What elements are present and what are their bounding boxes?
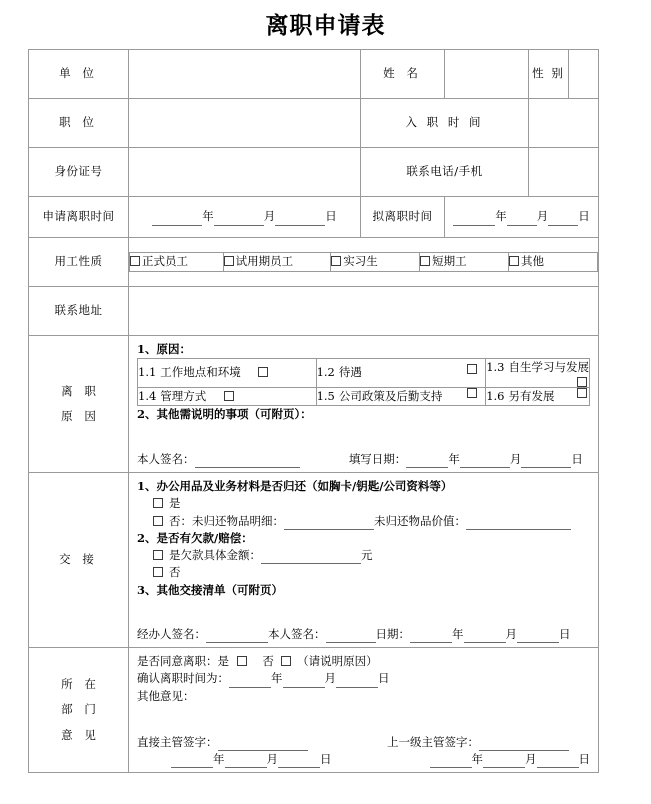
apply-month-blank[interactable] — [214, 213, 264, 226]
senior-year-blank[interactable] — [430, 755, 472, 768]
handover-debt-yes-label: 是欠款具体金额： — [169, 548, 261, 562]
reason-option-grid — [137, 358, 590, 406]
reason-item-5[interactable] — [486, 387, 590, 405]
department-senior-sign-blank[interactable] — [479, 738, 569, 751]
label-company: 单 位 — [29, 50, 129, 99]
reason-item-3[interactable] — [138, 387, 317, 405]
apply-year-blank[interactable] — [152, 213, 202, 226]
reason-heading-1: 1、原因： — [137, 342, 192, 356]
department-direct-sign — [137, 734, 387, 751]
label-planned-date: 拟离职时间 — [361, 197, 445, 238]
handover-unreturned-value-label: 未归还物品价值： — [374, 513, 466, 528]
reason-item-num: 1.2 — [316, 365, 335, 380]
handover-debt-yes[interactable] — [137, 547, 590, 564]
employment-option-label: 其他 — [521, 254, 545, 269]
checkbox-icon[interactable] — [509, 256, 519, 266]
reason-free-text-area[interactable] — [137, 423, 590, 451]
reason-label-line-1: 原 因 — [61, 409, 100, 423]
reason-item-label: 另有发展 — [508, 388, 555, 403]
employment-option-grid — [129, 252, 598, 271]
checkbox-icon[interactable] — [577, 388, 587, 398]
senior-month-unit: 月 — [525, 751, 537, 766]
label-handover: 交 接 — [29, 473, 129, 648]
employment-option-0[interactable] — [130, 253, 224, 271]
resignation-form-table — [28, 49, 599, 773]
checkbox-icon[interactable] — [577, 377, 587, 387]
label-employment-type: 用工性质 — [29, 238, 129, 287]
department-direct-sign-label: 直接主管签字： — [137, 734, 218, 749]
reason-item-1[interactable] — [316, 359, 486, 387]
input-id-card[interactable] — [129, 148, 361, 197]
reason-item-0[interactable] — [138, 359, 317, 387]
handover-handler-label: 经办人签名： — [137, 626, 206, 641]
department-label-stack — [29, 676, 128, 742]
senior-day-unit: 日 — [578, 751, 590, 766]
reason-year-unit: 年 — [448, 451, 460, 466]
reason-item-2[interactable] — [486, 359, 590, 387]
department-confirm-label: 确认离职时间为： — [137, 671, 229, 686]
table-row-apply-date — [29, 197, 599, 238]
department-month-unit: 月 — [324, 671, 336, 686]
department-free-text-area[interactable] — [137, 705, 590, 734]
handover-heading-2: 2、是否有欠款/赔偿： — [137, 530, 253, 545]
planned-day-unit: 日 — [578, 209, 590, 224]
handover-return-no[interactable] — [137, 513, 590, 530]
department-label-line-0: 所 在 — [61, 676, 100, 691]
employment-option-label: 短期工 — [432, 254, 467, 269]
planned-month-unit: 月 — [536, 209, 549, 224]
checkbox-icon[interactable] — [258, 367, 268, 377]
department-year-blank[interactable] — [229, 675, 271, 688]
department-senior-sign-label: 上一级主管签字： — [387, 734, 479, 749]
reason-month-blank[interactable] — [460, 455, 510, 468]
department-signature-date-row — [137, 751, 590, 768]
label-position: 职 位 — [29, 99, 129, 148]
checkbox-icon[interactable] — [281, 656, 291, 666]
input-name[interactable] — [445, 50, 529, 99]
table-row-department-opinion — [29, 648, 599, 773]
handover-date-label: 日期： — [375, 626, 410, 641]
handover-return-yes[interactable] — [137, 495, 590, 512]
table-row-reason — [29, 336, 599, 473]
department-signature-row — [137, 734, 590, 751]
label-address: 联系地址 — [29, 287, 129, 336]
handover-day-unit: 日 — [559, 626, 571, 641]
input-company[interactable] — [129, 50, 361, 99]
employment-option-3[interactable] — [420, 253, 509, 271]
senior-year-unit: 年 — [471, 751, 483, 766]
input-phone[interactable] — [529, 148, 599, 197]
reason-section-body — [129, 336, 599, 473]
reason-item-4[interactable] — [316, 387, 486, 405]
label-hire-date: 入 职 时 间 — [361, 99, 529, 148]
department-label-line-1: 部 门 — [61, 702, 100, 717]
label-name: 姓 名 — [361, 50, 445, 99]
apply-year-unit: 年 — [202, 209, 214, 224]
checkbox-icon[interactable] — [153, 498, 163, 508]
employment-option-label: 实习生 — [343, 254, 378, 269]
reason-date-label: 填写日期： — [348, 451, 407, 466]
reason-label-stack — [29, 383, 128, 423]
handover-month-unit: 月 — [505, 626, 517, 641]
checkbox-icon[interactable] — [153, 550, 163, 560]
table-row-handover — [29, 473, 599, 648]
handover-free-text-area[interactable] — [137, 599, 590, 626]
department-confirm-line — [137, 670, 590, 687]
reason-day-blank[interactable] — [521, 455, 571, 468]
input-position[interactable] — [129, 99, 361, 148]
page-title: 离职申请表 — [265, 12, 386, 39]
employment-option-label: 正式员工 — [142, 254, 188, 269]
department-day-blank[interactable] — [336, 675, 378, 688]
handover-self-blank[interactable] — [326, 630, 376, 643]
reason-day-unit: 日 — [571, 451, 583, 466]
checkbox-icon[interactable] — [153, 516, 163, 526]
reason-label-line-0: 离 职 — [61, 383, 100, 398]
department-section-body — [129, 648, 599, 773]
handover-unreturned-value-blank[interactable] — [466, 517, 571, 530]
apply-month-unit: 月 — [263, 209, 276, 224]
reason-heading-2: 2、其他需说明的事项（可附页）： — [137, 406, 312, 421]
handover-debt-amount-blank[interactable] — [261, 551, 361, 564]
department-agree-note: （请说明原因） — [297, 654, 378, 668]
employment-option-label: 试用期员工 — [235, 254, 294, 269]
department-direct-date — [137, 751, 400, 768]
reason-year-blank[interactable] — [406, 455, 448, 468]
handover-section-body — [129, 473, 599, 648]
reason-item-label: 自生学习与发展 — [508, 360, 589, 375]
handover-month-blank[interactable] — [464, 630, 506, 643]
checkbox-icon[interactable] — [224, 256, 234, 266]
reason-item-num: 1.3 — [486, 360, 505, 375]
input-apply-date[interactable] — [129, 197, 361, 238]
senior-month-blank[interactable] — [483, 755, 525, 768]
handover-unreturned-detail-blank[interactable] — [284, 517, 374, 530]
handover-return-yes-label: 是 — [169, 496, 181, 511]
reason-row-2 — [138, 387, 590, 405]
direct-year-blank[interactable] — [171, 755, 213, 768]
direct-day-blank[interactable] — [278, 755, 320, 768]
reason-month-unit: 月 — [509, 451, 522, 466]
reason-item-label: 工作地点和环境 — [160, 365, 241, 380]
handover-handler-blank[interactable] — [206, 630, 268, 643]
table-row-idcard — [29, 148, 599, 197]
reason-item-label: 管理方式 — [160, 388, 207, 403]
department-month-blank[interactable] — [283, 675, 325, 688]
handover-self-label: 本人签名： — [268, 626, 326, 641]
senior-day-blank[interactable] — [537, 755, 579, 768]
handover-heading-1: 1、办公用品及业务材料是否归还（如胸卡/钥匙/公司资料等） — [137, 479, 453, 493]
reason-item-num: 1.4 — [138, 388, 157, 403]
handover-year-blank[interactable] — [410, 630, 452, 643]
input-hire-date[interactable] — [529, 99, 599, 148]
department-other-label: 其他意见： — [137, 688, 195, 703]
reason-signature-label: 本人签名： — [137, 451, 195, 466]
label-gender: 性 别 — [529, 50, 569, 99]
handover-year-unit: 年 — [452, 626, 464, 641]
employment-type-options — [129, 238, 599, 287]
apply-day-blank[interactable] — [275, 213, 325, 226]
reason-signature-line — [137, 451, 590, 468]
checkbox-icon[interactable] — [237, 656, 247, 666]
apply-day-unit: 日 — [325, 209, 337, 224]
direct-month-unit: 月 — [266, 751, 278, 766]
checkbox-icon[interactable] — [331, 256, 341, 266]
checkbox-icon[interactable] — [130, 256, 140, 266]
handover-debt-no[interactable] — [137, 564, 590, 581]
handover-return-no-label: 否：未归还物品明细： — [169, 513, 284, 528]
table-row-company — [29, 50, 599, 99]
handover-day-blank[interactable] — [517, 630, 559, 643]
department-label-line-2: 意 见 — [61, 727, 100, 742]
handover-debt-no-label: 否 — [169, 565, 181, 580]
input-address[interactable] — [129, 287, 599, 336]
direct-day-unit: 日 — [320, 751, 332, 766]
department-senior-sign — [387, 734, 569, 751]
employment-option-1[interactable] — [223, 253, 331, 271]
direct-month-blank[interactable] — [225, 755, 267, 768]
reason-item-num: 1.5 — [316, 388, 335, 403]
planned-day-blank[interactable] — [548, 213, 578, 226]
label-id-card: 身份证号 — [29, 148, 129, 197]
department-day-unit: 日 — [378, 671, 390, 686]
input-gender[interactable] — [569, 50, 599, 99]
checkbox-icon[interactable] — [153, 567, 163, 577]
table-row-position — [29, 99, 599, 148]
planned-month-blank[interactable] — [507, 213, 537, 226]
table-row-employment-type — [29, 238, 599, 287]
reason-signature-blank[interactable] — [195, 455, 300, 468]
department-agree-line — [137, 653, 590, 670]
checkbox-icon[interactable] — [467, 364, 477, 374]
employment-option-4[interactable] — [509, 253, 598, 271]
reason-item-num: 1.1 — [138, 365, 157, 380]
employment-option-2[interactable] — [331, 253, 420, 271]
checkbox-icon[interactable] — [420, 256, 430, 266]
table-row-address — [29, 287, 599, 336]
department-direct-sign-blank[interactable] — [218, 738, 308, 751]
label-department-opinion — [29, 648, 129, 773]
label-reason — [29, 336, 129, 473]
reason-item-label: 公司政策及后勤支持 — [338, 388, 443, 403]
planned-year-blank[interactable] — [453, 213, 495, 226]
department-agree-no-label: 否 — [262, 654, 274, 668]
handover-heading-3: 3、其他交接清单（可附页） — [137, 582, 284, 597]
department-year-unit: 年 — [271, 671, 283, 686]
label-apply-date: 申请离职时间 — [29, 197, 129, 238]
label-phone: 联系电话/手机 — [361, 148, 529, 197]
reason-item-label: 待遇 — [338, 365, 362, 380]
direct-year-unit: 年 — [213, 751, 225, 766]
handover-signature-line — [137, 626, 590, 643]
checkbox-icon[interactable] — [467, 388, 477, 398]
input-planned-date[interactable] — [445, 197, 599, 238]
department-agree-label: 是否同意离职：是 — [137, 654, 229, 668]
planned-year-unit: 年 — [495, 209, 507, 224]
department-senior-date — [400, 751, 591, 768]
handover-debt-unit: 元 — [361, 548, 373, 562]
checkbox-icon[interactable] — [224, 391, 234, 401]
reason-row-1 — [138, 359, 590, 387]
reason-item-num: 1.6 — [486, 388, 505, 403]
